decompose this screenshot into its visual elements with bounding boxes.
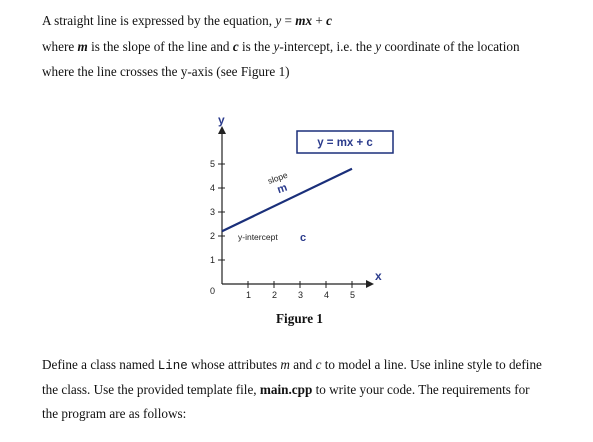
figure-caption: Figure 1 bbox=[276, 311, 324, 326]
figure-1 bbox=[190, 112, 400, 300]
body-line-2 bbox=[42, 382, 530, 398]
class-name-code: Line bbox=[157, 359, 188, 373]
file-name: main.cpp bbox=[259, 382, 313, 397]
y-tick-label: 5 bbox=[210, 159, 216, 169]
eq-y: y bbox=[275, 13, 282, 28]
y-tick-label: 1 bbox=[210, 255, 216, 265]
x-axis-arrow bbox=[366, 280, 374, 288]
intro-line-3: where the line crosses the y-axis (see Figure 1) bbox=[42, 64, 290, 79]
intro-line-1 bbox=[42, 13, 332, 29]
symbol-c: c bbox=[232, 39, 239, 54]
eq-equals: = bbox=[281, 13, 296, 28]
intro-text: is the slope of the line and bbox=[87, 39, 233, 54]
body-text: to model a line. Use inline style to define bbox=[321, 357, 542, 372]
slope-label: slope bbox=[266, 169, 289, 186]
symbol-y: y bbox=[375, 39, 382, 54]
x-tick-label: 4 bbox=[324, 290, 330, 300]
y-tick-label: 3 bbox=[210, 207, 216, 217]
eq-mx: mx bbox=[295, 13, 313, 28]
slope-symbol: m bbox=[275, 181, 289, 197]
intro-text: A straight line is expressed by the equation, bbox=[42, 13, 273, 28]
body-text: Define a class named bbox=[42, 357, 158, 372]
intro-text: -intercept, i.e. the bbox=[279, 39, 376, 54]
x-tick-label: 2 bbox=[272, 290, 278, 300]
intercept-symbol: c bbox=[300, 232, 307, 244]
y-ticks bbox=[210, 159, 225, 265]
intercept-label: y-intercept bbox=[238, 232, 278, 242]
x-axis-label: x bbox=[375, 269, 382, 283]
intro-line-2 bbox=[42, 39, 520, 55]
slope-annotation bbox=[266, 170, 293, 198]
symbol-m: m bbox=[77, 39, 88, 54]
body-text: and bbox=[289, 357, 316, 372]
y-tick-label: 4 bbox=[210, 183, 216, 193]
y-axis-arrow bbox=[218, 126, 226, 134]
y-tick-label: 2 bbox=[210, 231, 216, 241]
origin-label: 0 bbox=[210, 286, 216, 296]
symbol-m: m bbox=[280, 357, 290, 372]
x-tick-label: 1 bbox=[246, 290, 252, 300]
intro-text: where bbox=[42, 39, 78, 54]
body-text: whose attributes bbox=[187, 357, 281, 372]
body-text: to write your code. The requirements for bbox=[312, 382, 530, 397]
x-tick-label: 5 bbox=[350, 290, 356, 300]
body-line-1 bbox=[42, 357, 542, 374]
intro-text: is the bbox=[238, 39, 274, 54]
body-line-3: the program are as follows: bbox=[42, 406, 187, 421]
line-graph bbox=[190, 112, 400, 300]
intro-text: coordinate of the location bbox=[381, 39, 520, 54]
y-axis-label: y bbox=[218, 113, 225, 127]
symbol-c: c bbox=[315, 357, 322, 372]
body-text: the class. Use the provided template file, bbox=[42, 382, 260, 397]
equation-label: y = mx + c bbox=[317, 137, 373, 149]
eq-plus: + bbox=[312, 13, 327, 28]
eq-c: c bbox=[326, 13, 332, 28]
x-tick-label: 3 bbox=[298, 290, 304, 300]
symbol-y: y bbox=[273, 39, 280, 54]
